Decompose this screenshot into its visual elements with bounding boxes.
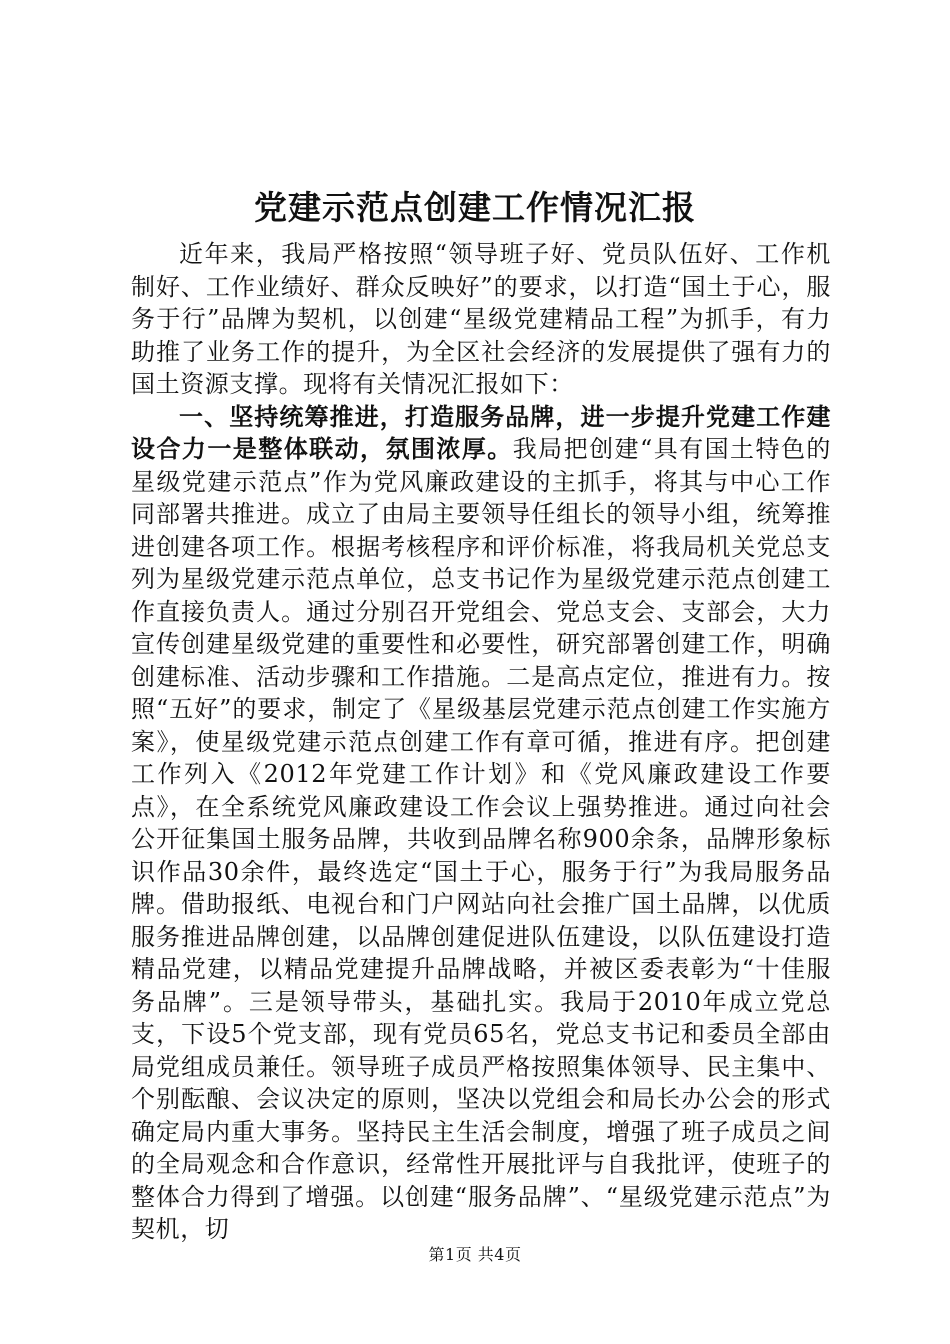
section-1-body: 我局把创建“具有国土特色的星级党建示范点”作为党风廉政建设的主抓手，将其与中心工作同部署共推进。成立了由局主要领导任组长的领导小组，统筹推进创建各项工作。根据考核程序和评价标准，将我局机关党总支列为星级党建示范点单位，总支书记作为星级党建示范点创建工作直接负责人。通过分别召开党组会、党总支会、支部会，大力宣传创建星级党建的重要性和必要性，研究部署创建工作，明确创建标准、活动步骤和工作措施。二是高点定位，推进有力。按照“五好”的要求，制定了《星级基层党建示范点创建工作实施方案》，使星级党建示范点创建工作有章可循，推进有序。把创建工作列入《2012年党建工作计划》和《党风廉政建设工作要点》，在全系统党风廉政建设工作会议上强势推进。通过向社会公开征集国土服务品牌，共收到品牌名称900余条，品牌形象标识作品30余件，最终选定“国土于心，服务于行”为我局服务品牌。借助报纸、电视台和门户网站向社会推广国土品牌，以优质服务推进品牌创建，以品牌创建促进队伍建设，以队伍建设打造精品党建，以精品党建提升品牌战略，并被区委表彰为“十佳服务品牌”。三是领导带头，基础扎实。我局于2010年成立党总支，下设5个党支部，现有党员65名，党总支书记和委员全部由局党组成员兼任。领导班子成员严格按照集体领导、民主集中、个别酝酿、会议决定的原则，坚决以党组会和局长办公会的形式确定局内重大事务。坚持民主生活会制度，增强了班子成员之间的全局观念和合作意识，经常性开展批评与自我批评，使班子的整体合力得到了增强。以创建“服务品牌”、“星级党建示范点”为契机，切 [131, 435, 831, 1243]
intro-paragraph: 近年来，我局严格按照“领导班子好、党员队伍好、工作机制好、工作业绩好、群众反映好”的要求，以打造“国土于心，服务于行”品牌为契机，以创建“星级党建精品工程”为抓手，有力助推了业务工作的提升，为全区社会经济的发展提供了强有力的国土资源支撑。现将有关情况汇报如下： [131, 240, 831, 398]
section-1-paragraph [131, 401, 831, 1246]
page-number: 第1页 共4页 [428, 1245, 522, 1264]
section-1-heading: 一、坚持统筹推进，打造服务品牌，进一步提升党建工作建设合力一是整体联动，氛围浓厚。 [131, 401, 831, 463]
document-title: 党建示范点创建工作情况汇报 [254, 188, 696, 227]
document-body [131, 238, 831, 1243]
